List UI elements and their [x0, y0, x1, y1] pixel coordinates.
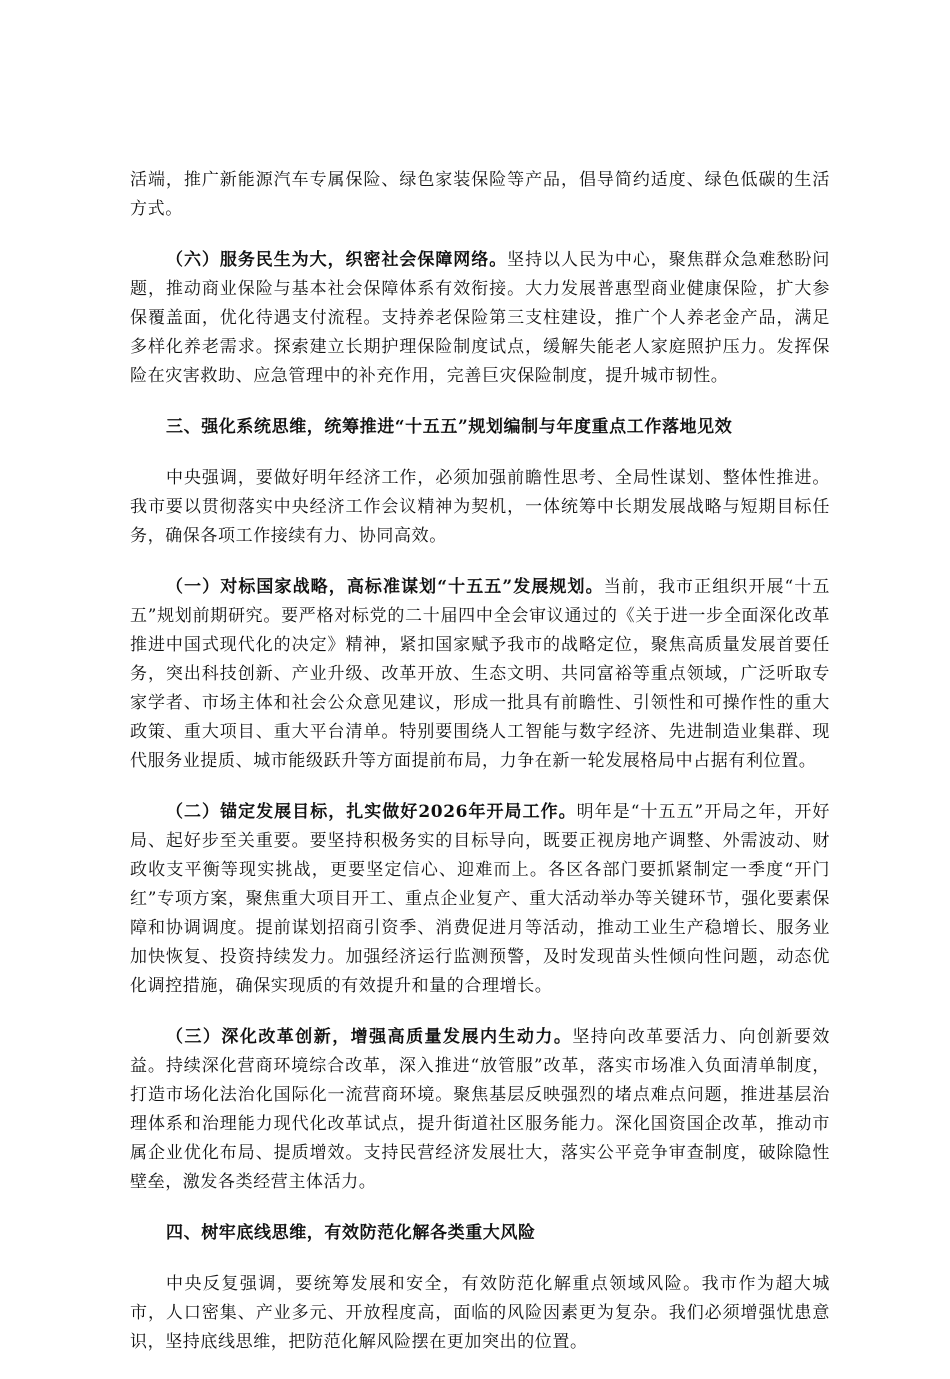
- paragraph-subsection-3: [130, 1023, 830, 1197]
- paragraph-text: 活端，推广新能源汽车专属保险、绿色家装保险等产品，倡导简约适度、绿色低碳的生活方式。: [130, 170, 830, 219]
- paragraph-text: 当前，我市正组织开展“十五五”规划前期研究。要严格对标党的二十届四中全会审议通过的《关于进一步全面深化改革推进中国式现代化的决定》精神，紧扣国家赋予我市的战略定位，聚焦高质量发展首要任务，突出科技创新、产业升级、改革开放、生态文明、共同富裕等重点领域，广泛听取专家学者、市场主体和社会公众意见建议，形成一批具有前瞻性、引领性和可操作性的重大政策、重大项目、重大平台清单。特别要围绕人工智能与数字经济、先进制造业集群、现代服务业提质、城市能级跃升等方面提前布局，力争在新一轮发展格局中占据有利位置。: [130, 577, 830, 771]
- document-page: [130, 166, 830, 1379]
- paragraph-lead: （六）服务民生为大，织密社会保障网络。: [166, 250, 508, 270]
- paragraph-lead: （二）锚定发展目标，扎实做好2026年开局工作。: [166, 802, 577, 822]
- paragraph-intro-3: [130, 464, 830, 551]
- paragraph-text: 坚持向改革要活力、向创新要效益。持续深化营商环境综合改革，深入推进“放管服”改革，落实市场准入负面清单制度，打造市场化法治化国际化一流营商环境。聚焦基层反映强烈的堵点难点问题，推进基层治理体系和治理能力现代化改革试点，提升街道社区服务能力。深化国资国企改革，推动市属企业优化布局、提质增效。支持民营经济发展壮大，落实公平竞争审查制度，破除隐性壁垒，激发各类经营主体活力。: [130, 1027, 830, 1192]
- paragraph-subsection-1: [130, 573, 830, 776]
- paragraph-lead: （三）深化改革创新，增强高质量发展内生动力。: [166, 1027, 573, 1047]
- section-heading-4: 四、树牢底线思维，有效防范化解各类重大风险: [166, 1223, 536, 1243]
- paragraph-subsection-2: [130, 798, 830, 1001]
- paragraph-lead: （一）对标国家战略，高标准谋划“十五五”发展规划。: [166, 577, 604, 597]
- paragraph-continuation: [130, 166, 830, 224]
- paragraph-section-6: [130, 246, 830, 391]
- paragraph-text: 明年是“十五五”开局之年，开好局、起好步至关重要。要坚持积极务实的目标导向，既要正视房地产调整、外需波动、财政收支平衡等现实挑战，更要坚定信心、迎难而上。各区各部门要抓紧制定一季度“开门红”专项方案，聚焦重大项目开工、重点企业复产、重大活动举办等关键环节，强化要素保障和协调调度。提前谋划招商引资季、消费促进月等活动，推动工业生产稳增长、服务业加快恢复、投资持续发力。加强经济运行监测预警，及时发现苗头性倾向性问题，动态优化调控措施，确保实现质的有效提升和量的合理增长。: [130, 802, 830, 996]
- section-heading-3: 三、强化系统思维，统筹推进“十五五”规划编制与年度重点工作落地见效: [166, 417, 733, 437]
- paragraph-text: 中央反复强调，要统筹发展和安全，有效防范化解重点领域风险。我市作为超大城市，人口密集、产业多元、开放程度高，面临的风险因素更为复杂。我们必须增强忧患意识，坚持底线思维，把防范化解风险摆在更加突出的位置。: [130, 1274, 830, 1352]
- paragraph-text: 中央强调，要做好明年经济工作，必须加强前瞻性思考、全局性谋划、整体性推进。我市要以贯彻落实中央经济工作会议精神为契机，一体统筹中长期发展战略与短期目标任务，确保各项工作接续有力、协同高效。: [130, 468, 830, 546]
- paragraph-text: 坚持以人民为中心，聚焦群众急难愁盼问题，推动商业保险与基本社会保障体系有效衔接。大力发展普惠型商业健康保险，扩大参保覆盖面，优化待遇支付流程。支持养老保险第三支柱建设，推广个人养老金产品，满足多样化养老需求。探索建立长期护理保险制度试点，缓解失能老人家庭照护压力。发挥保险在灾害救助、应急管理中的补充作用，完善巨灾保险制度，提升城市韧性。: [130, 250, 830, 386]
